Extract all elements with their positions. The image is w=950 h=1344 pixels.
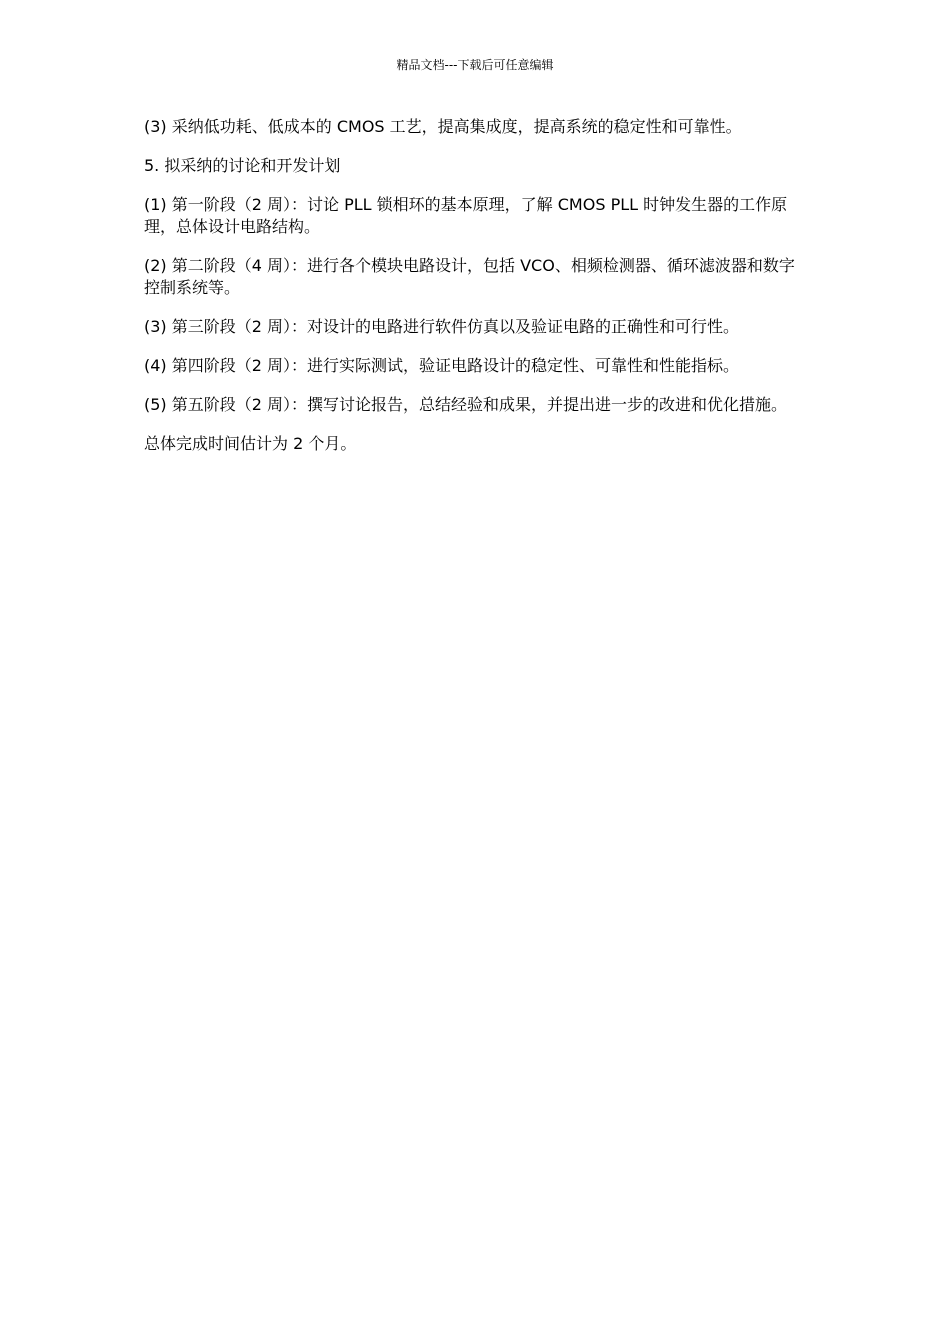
paragraph-phase-3: (3) 第三阶段（2 周）：对设计的电路进行软件仿真以及验证电路的正确性和可行性。 bbox=[144, 317, 740, 336]
paragraph-cmos-process: (3) 采纳低功耗、低成本的 CMOS 工艺，提高集成度，提高系统的稳定性和可靠性。 bbox=[144, 117, 742, 136]
paragraph-phase-4: (4) 第四阶段（2 周）：进行实际测试，验证电路设计的稳定性、可靠性和性能指标。 bbox=[144, 356, 740, 375]
page-header: 精品文档---下载后可任意编辑 bbox=[396, 58, 554, 72]
paragraph-total-time: 总体完成时间估计为 2 个月。 bbox=[144, 434, 357, 453]
paragraph-phase-5: (5) 第五阶段（2 周）：撰写讨论报告，总结经验和成果，并提出进一步的改进和优化措施。 bbox=[144, 395, 788, 414]
document-body bbox=[144, 116, 808, 472]
section-heading-research-plan: 5. 拟采纳的讨论和开发计划 bbox=[144, 156, 341, 175]
paragraph-phase-2: (2) 第二阶段（4 周）：进行各个模块电路设计，包括 VCO、相频检测器、循环滤波器和数字控制系统等。 bbox=[144, 256, 795, 297]
paragraph-phase-1: (1) 第一阶段（2 周）：讨论 PLL 锁相环的基本原理，了解 CMOS PLL 时钟发生器的工作原理，总体设计电路结构。 bbox=[144, 195, 788, 236]
